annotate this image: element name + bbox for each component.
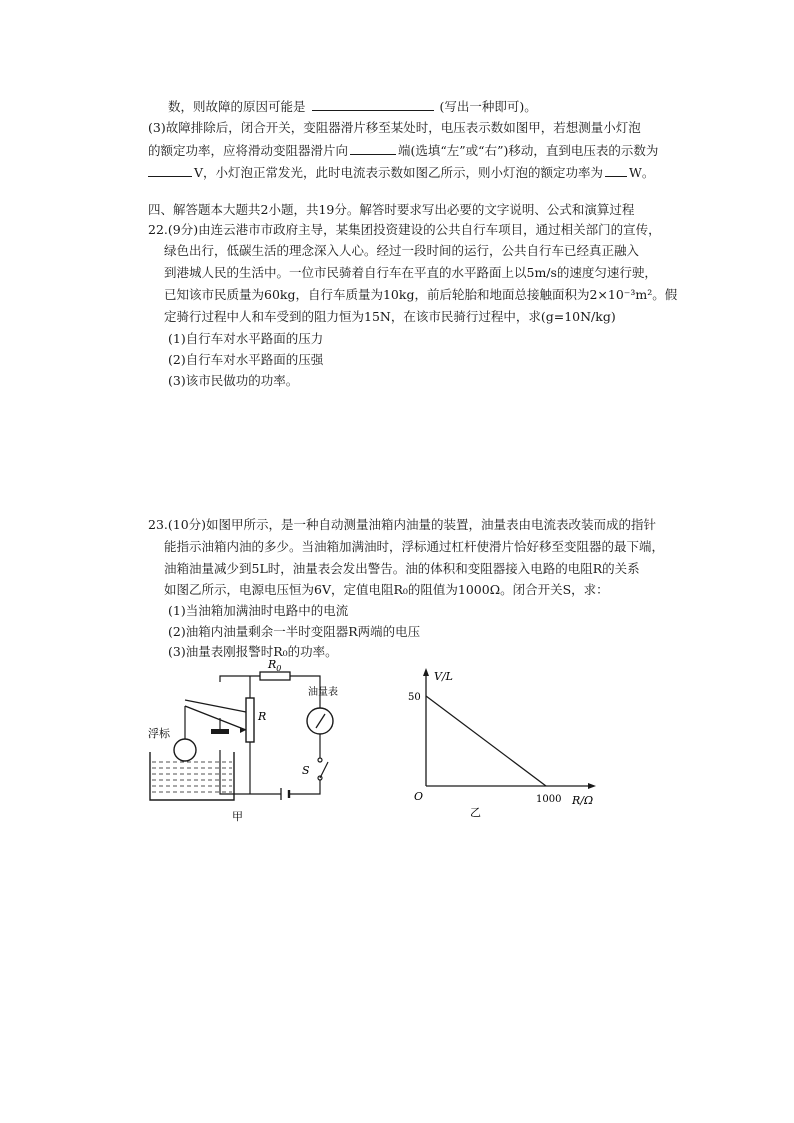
q21-line1 [168, 98, 537, 115]
q22-item: (3)该市民做功的功率。 [168, 373, 299, 388]
switch [318, 758, 328, 780]
q23-line: 如图乙所示，电源电压恒为6V，定值电阻R₀的阻值为1000Ω。闭合开关S，求： [164, 582, 609, 597]
q21-line1-note: (写出一种即可)。 [439, 99, 537, 114]
answer-blank-voltage[interactable] [148, 164, 192, 177]
q23-line: 油箱油量减少到5L时，油量表会发出警告。油的体积和变阻器接入电路的电阻R的关系 [164, 561, 640, 576]
q22-item: (1)自行车对水平路面的压力 [168, 331, 324, 346]
q23-line: 23.(10分)如图甲所示，是一种自动测量油箱内油量的装置，油量表由电流表改装而成的指针 [148, 517, 657, 532]
y-axis-label: V/L [434, 670, 453, 683]
q21-line3-text: 的额定功率，应将滑动变阻器滑片向 [148, 143, 349, 158]
q21-line3 [148, 142, 658, 159]
battery [281, 788, 289, 800]
q22-line: 已知该市民质量为60kg，自行车质量为10kg，前后轮胎和地面总接触面积为2×10⁻³m²。假 [164, 287, 678, 302]
q21-line4 [148, 164, 654, 181]
q22-line: 22.(9分)由连云港市市政府主导，某集团投资建设的公共自行车项目，通过相关部门的宣传， [148, 222, 661, 237]
q22-line: 定骑行过程中人和车受到的阻力恒为15N，在该市民骑行过程中，求(g=10N/kg) [164, 309, 616, 324]
r0-subscript: 0 [276, 664, 282, 673]
lever-pivot [211, 729, 229, 734]
q22-line: 绿色出行，低碳生活的理念深入人心。经过一段时间的运行，公共自行车已经真正融入 [164, 243, 640, 258]
circuit-diagram [140, 658, 360, 824]
q23-line: 能指示油箱内油的多少。当油箱加满油时，浮标通过杠杆使滑片恰好移至变阻器的最下端， [164, 539, 665, 554]
chart-axes [423, 668, 596, 789]
switch-label: S [302, 764, 310, 777]
q23-item: (1)当油箱加满油时电路中的电流 [168, 603, 349, 618]
answer-blank-power[interactable] [605, 164, 627, 177]
r0-letter: R [268, 658, 277, 671]
meter-label: 油量表 [308, 687, 338, 698]
q21-line3-text2: 端(选填“左”或“右”)移动，直到电压表的示数为 [398, 143, 659, 158]
float-ball [174, 739, 196, 761]
x-tick-label: 1000 [536, 794, 562, 805]
x-axis-label: R/Ω [572, 794, 594, 807]
q21-line4-text: V，小灯泡正常发光，此时电流表示数如图乙所示，则小灯泡的额定功率为 [194, 165, 604, 180]
q23-item: (3)油量表刚报警时R₀的功率。 [168, 644, 338, 659]
caption-jia: 甲 [232, 810, 243, 823]
rheostat-label: R [258, 710, 267, 723]
section-heading: 四、解答题本大题共2小题，共19分。解答时要求写出必要的文字说明、公式和演算过程 [148, 202, 635, 217]
q21-line4-unit: W。 [629, 165, 655, 180]
q22-line: 到港城人民的生活中。一位市民骑着自行车在平直的水平路面上以5m/s的速度匀速行驶， [164, 265, 657, 280]
origin-label: O [414, 790, 424, 803]
caption-yi: 乙 [470, 806, 481, 819]
answer-blank-direction[interactable] [350, 142, 396, 155]
q23-item: (2)油箱内油量剩余一半时变阻器R两端的电压 [168, 624, 421, 639]
float-label: 浮标 [148, 727, 170, 740]
answer-blank-fault[interactable] [312, 98, 434, 111]
series-line [426, 696, 546, 786]
r0-label [267, 658, 281, 673]
resistor-r0 [260, 672, 290, 680]
y-tick-label: 50 [408, 692, 421, 703]
rheostat [246, 698, 254, 742]
volume-resistance-chart [396, 660, 616, 826]
q22-item: (2)自行车对水平路面的压强 [168, 352, 324, 367]
q21-line2: (3)故障排除后，闭合开关，变阻器滑片移至某处时，电压表示数如图甲，若想测量小灯泡 [148, 120, 641, 135]
q21-line1-text: 数，则故障的原因可能是 [168, 99, 306, 114]
slider-arrow [240, 727, 246, 733]
